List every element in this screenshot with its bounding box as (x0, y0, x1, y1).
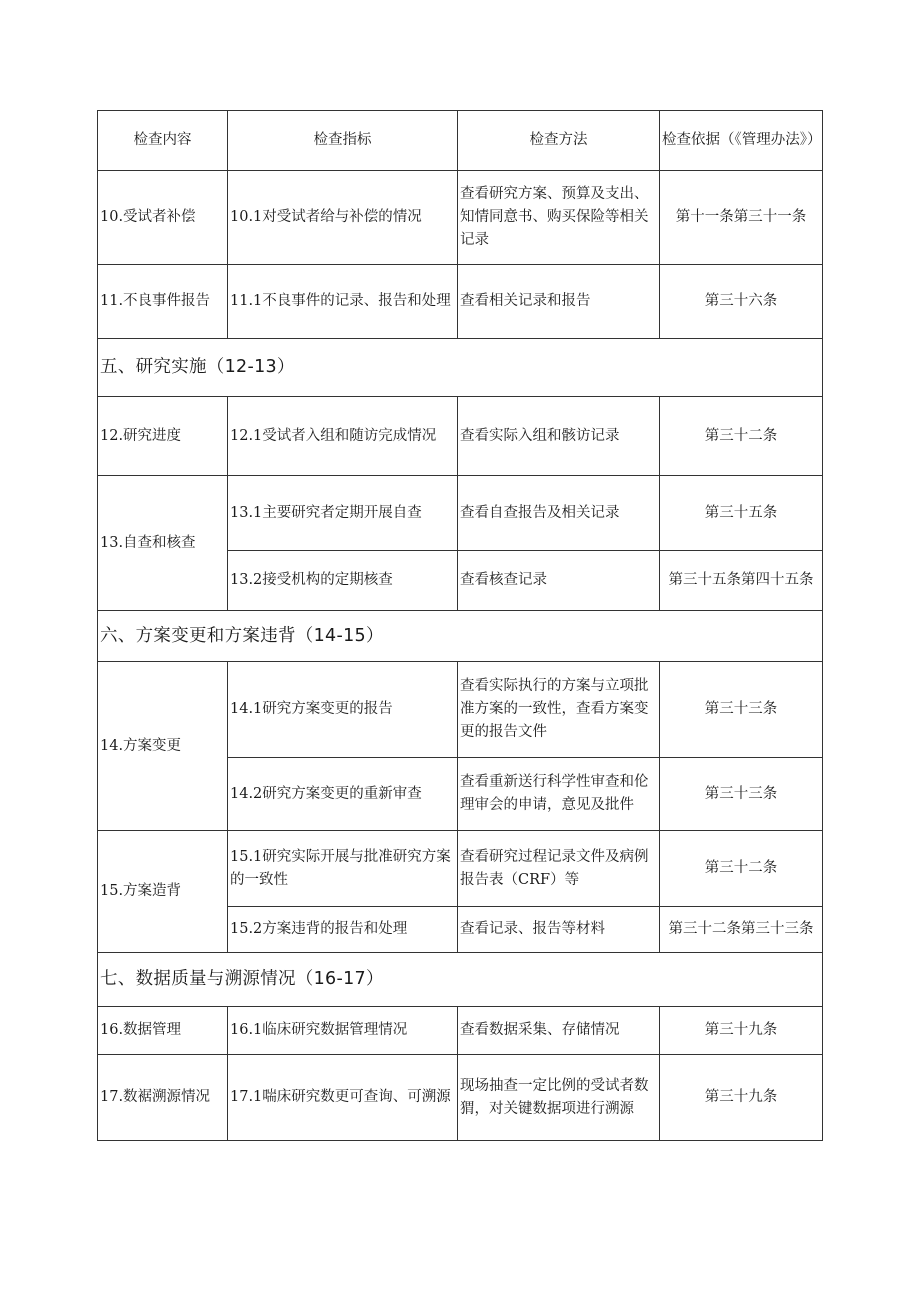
table-row (98, 1007, 823, 1055)
row-content: 13.自查和核查 (98, 476, 228, 611)
row-indicator: 17.1喘床研究数更可查询、可溯源 (228, 1055, 458, 1141)
row-basis: 第三十二条 (660, 397, 823, 476)
section-row (98, 611, 823, 662)
row-content: 12.研究进度 (98, 397, 228, 476)
row-content: 15.方案造背 (98, 831, 228, 953)
row-basis: 第十一条第三十一条 (660, 171, 823, 265)
row-method: 查看记录、报告等材料 (458, 907, 660, 953)
header-row (98, 111, 823, 171)
section-row (98, 339, 823, 397)
table-row (98, 265, 823, 339)
row-indicator: 15.2方案违背的报告和处理 (228, 907, 458, 953)
row-method: 查看核查记录 (458, 551, 660, 611)
row-method: 现场抽查一定比例的受试者数猬，对关键数据项进行溯源 (458, 1055, 660, 1141)
row-basis: 第三十三条 (660, 758, 823, 831)
row-method: 查看研究过程记录文件及病例报告表（CRF）等 (458, 831, 660, 907)
row-method: 查看研究方案、预算及支出、知情同意书、购买保险等相关记录 (458, 171, 660, 265)
row-indicator: 10.1对受试者给与补偿的情况 (228, 171, 458, 265)
row-basis: 第三十三条 (660, 662, 823, 758)
table-row (98, 662, 823, 758)
section-row (98, 953, 823, 1007)
row-content: 16.数据管理 (98, 1007, 228, 1055)
table-row (98, 397, 823, 476)
row-method: 查看相关记录和报告 (458, 265, 660, 339)
row-basis: 第三十六条 (660, 265, 823, 339)
table-row (98, 1055, 823, 1141)
row-indicator: 12.1受试者入组和随访完成情况 (228, 397, 458, 476)
row-content: 17.数裾溯源情况 (98, 1055, 228, 1141)
header-content: 检查内容 (98, 111, 228, 171)
row-indicator: 13.1主要研究者定期开展自查 (228, 476, 458, 551)
header-basis: 检查依据（《管理办法》） (660, 111, 823, 171)
row-indicator: 13.2接受机构的定期核查 (228, 551, 458, 611)
row-indicator: 11.1不良事件的记录、报告和处理 (228, 265, 458, 339)
section-heading: 六、方案变更和方案违背（14-15） (98, 611, 823, 662)
row-basis: 第三十九条 (660, 1007, 823, 1055)
row-indicator: 16.1临床研究数据管理情况 (228, 1007, 458, 1055)
header-method: 检查方法 (458, 111, 660, 171)
row-indicator: 14.1研究方案变更的报告 (228, 662, 458, 758)
row-content: 14.方案变更 (98, 662, 228, 831)
section-heading: 七、数据质量与溯源情况（16-17） (98, 953, 823, 1007)
table-row (98, 831, 823, 907)
row-method: 查看自查报告及相关记录 (458, 476, 660, 551)
row-method: 查看实际执行的方案与立项批准方案的一致性，查看方案变更的报告文件 (458, 662, 660, 758)
row-method: 查看重新送行科学性审查和伦理审会的申请，意见及批件 (458, 758, 660, 831)
row-indicator: 15.1研究实际开展与批准研究方案的一致性 (228, 831, 458, 907)
row-basis: 第三十五条第四十五条 (660, 551, 823, 611)
row-indicator: 14.2研究方案变更的重新审查 (228, 758, 458, 831)
row-content: 10.受试者补偿 (98, 171, 228, 265)
row-basis: 第三十九条 (660, 1055, 823, 1141)
row-content: 11.不良事件报告 (98, 265, 228, 339)
table-row (98, 476, 823, 551)
row-basis: 第三十二条 (660, 831, 823, 907)
row-basis: 第三十二条第三十三条 (660, 907, 823, 953)
section-heading: 五、研究实施（12-13） (98, 339, 823, 397)
inspection-table (97, 110, 823, 1141)
row-basis: 第三十五条 (660, 476, 823, 551)
row-method: 查看实际入组和骸访记录 (458, 397, 660, 476)
header-indicator: 检查指标 (228, 111, 458, 171)
table-row (98, 171, 823, 265)
row-method: 查看数据采集、存储情况 (458, 1007, 660, 1055)
